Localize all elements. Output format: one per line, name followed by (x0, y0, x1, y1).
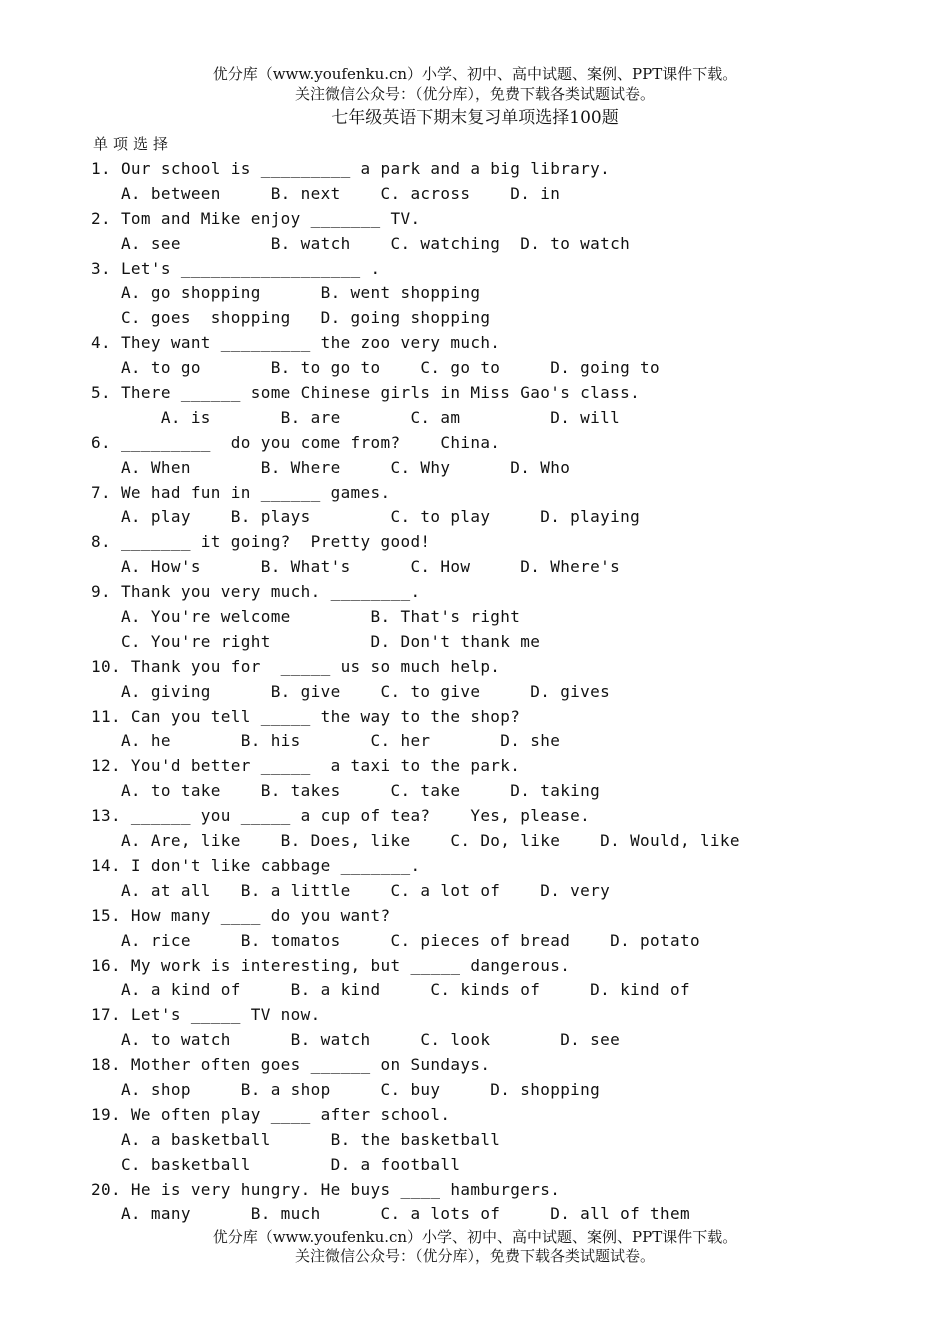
option-line: A. Are, like B. Does, like C. Do, like D. Would, like (91, 831, 740, 851)
option-line: A. is B. are C. am D. will (91, 407, 621, 427)
question-line: 5. There ______ some Chinese girls in Miss Gao's class. (91, 383, 641, 403)
option-line: C. basketball D. a football (91, 1154, 461, 1174)
option-line: A. many B. much C. a lots of D. all of them (91, 1204, 690, 1224)
question-line: 11. Can you tell _____ the way to the shop? (91, 706, 521, 726)
question-line: 6. _________ do you come from? China. (91, 432, 501, 452)
question-line: 17. Let's _____ TV now. (91, 1005, 321, 1025)
option-line: A. between B. next C. across D. in (91, 183, 561, 203)
question-line: 19. We often play ____ after school. (91, 1104, 451, 1124)
header-line-2: 关注微信公众号：（优分库），免费下载各类试题试卷。 (294, 85, 655, 103)
question-line: 12. You'd better _____ a taxi to the park. (91, 756, 521, 776)
question-line: 10. Thank you for _____ us so much help. (91, 656, 501, 676)
question-line: 9. Thank you very much. ________. (91, 582, 421, 602)
option-line: A. go shopping B. went shopping (91, 283, 481, 303)
question-line: 4. They want _________ the zoo very much. (91, 333, 501, 353)
option-line: A. a basketball B. the basketball (91, 1129, 501, 1149)
option-line: A. play B. plays C. to play D. playing (91, 507, 641, 527)
option-line: A. to watch B. watch C. look D. see (91, 1030, 621, 1050)
footer-line-2: 关注微信公众号：（优分库），免费下载各类试题试卷。 (294, 1247, 655, 1265)
option-line: A. When B. Where C. Why D. Who (91, 457, 571, 477)
option-line: A. a kind of B. a kind C. kinds of D. kind of (91, 980, 690, 1000)
question-line: 2. Tom and Mike enjoy _______ TV. (91, 208, 421, 228)
option-line: C. You're right D. Don't thank me (91, 631, 541, 651)
question-line: 14. I don't like cabbage _______. (91, 855, 421, 875)
option-line: A. see B. watch C. watching D. to watch (91, 233, 631, 253)
option-line: A. How's B. What's C. How D. Where's (91, 557, 621, 577)
section-label: 单项选择 (93, 135, 174, 153)
option-line: A. You're welcome B. That's right (91, 607, 521, 627)
footer-line-1: 优分库（www.youfenku.cn）小学、初中、高中试题、案例、PPT课件下载。 (212, 1228, 738, 1246)
question-line: 3. Let's __________________ . (91, 258, 381, 278)
option-line: A. to go B. to go to C. go to D. going to (91, 358, 661, 378)
question-line: 15. How many ____ do you want? (91, 905, 391, 925)
option-line: A. to take B. takes C. take D. taking (91, 781, 601, 801)
option-line: A. he B. his C. her D. she (91, 731, 561, 751)
question-line: 8. _______ it going? Pretty good! (91, 532, 431, 552)
question-list (91, 157, 911, 1227)
document-title: 七年级英语下期末复习单项选择100题 (331, 108, 619, 128)
option-line: A. at all B. a little C. a lot of D. very (91, 880, 611, 900)
option-line: A. rice B. tomatos C. pieces of bread D. potato (91, 930, 700, 950)
question-line: 13. ______ you _____ a cup of tea? Yes, please. (91, 806, 591, 826)
option-line: A. shop B. a shop C. buy D. shopping (91, 1079, 601, 1099)
question-line: 16. My work is interesting, but _____ dangerous. (91, 955, 571, 975)
option-line: A. giving B. give C. to give D. gives (91, 681, 611, 701)
header-line-1: 优分库（www.youfenku.cn）小学、初中、高中试题、案例、PPT课件下载。 (212, 65, 738, 83)
question-line: 7. We had fun in ______ games. (91, 482, 391, 502)
question-line: 20. He is very hungry. He buys ____ hamburgers. (91, 1179, 561, 1199)
question-line: 1. Our school is _________ a park and a big library. (91, 159, 611, 178)
option-line: C. goes shopping D. going shopping (91, 308, 491, 328)
question-line: 18. Mother often goes ______ on Sundays. (91, 1055, 491, 1075)
